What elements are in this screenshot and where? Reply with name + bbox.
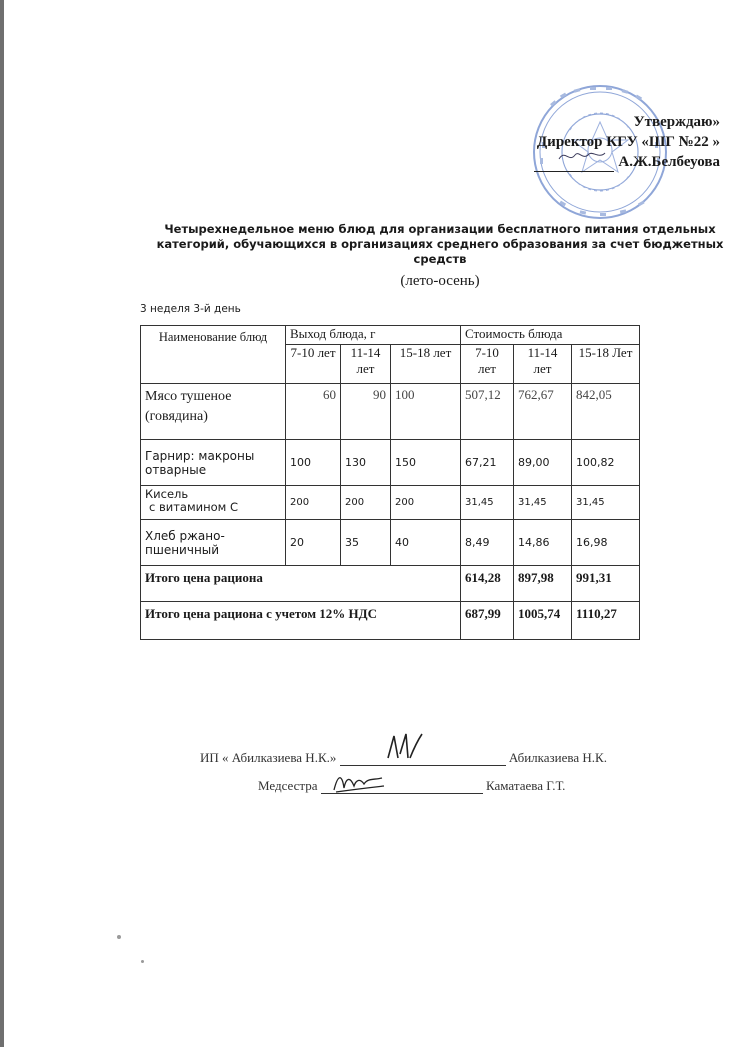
title-line-3: средств [413,252,467,266]
nurse-signature [330,768,388,796]
cost-cell: 89,00 [514,440,572,486]
col-header-cost: Стоимость блюда [461,326,640,345]
output-cell: 100 [391,384,461,440]
scan-speck [117,935,121,939]
scan-speck [141,960,144,963]
dish-name-line: с витамином С [149,500,239,514]
document-title [155,222,725,267]
table-row [141,440,640,486]
output-cell: 20 [286,520,341,566]
cost-cell: 16,98 [572,520,640,566]
nurse-name: Каматаева Г.Т. [486,778,566,793]
director-signature [555,145,615,165]
director-name: А.Ж.Белбеуова [618,154,720,170]
cost-cell: 100,82 [572,440,640,486]
output-cell: 60 [286,384,341,440]
dish-name-line: Хлеб ржано- [145,528,225,543]
total-vat-cost: 1110,27 [572,602,640,640]
ip-label: ИП « Абилказиева Н.К.» [200,750,337,765]
scan-page-edge [0,0,4,1047]
dish-name-line: (говядина) [145,409,208,424]
table-header-row [141,326,640,345]
cost-cell: 31,45 [461,486,514,520]
age-cost-15-18: 15-18 Лет [572,345,640,384]
age-cost-7-10: 7-10 лет [461,345,514,384]
approval-position: Директор КГУ «ШГ №22 » [536,134,720,150]
approval-heading: Утверждаю» [633,114,720,130]
dish-name-line: Гарнир: макроны [145,448,255,463]
menu-table [140,325,640,640]
cost-cell: 14,86 [514,520,572,566]
cost-cell: 842,05 [572,384,640,440]
table-row [141,520,640,566]
ip-name: Абилказиева Н.К. [508,750,607,765]
total-vat-cost: 687,99 [461,602,514,640]
season-subtitle: (лето-осень) [400,273,480,289]
output-cell: 40 [391,520,461,566]
title-line-1: Четырехнедельное меню блюд для организации бесплатного питания отдельных [164,222,716,236]
cost-cell: 31,45 [514,486,572,520]
total-label: Итого цена рациона [141,566,461,602]
dish-name [141,486,286,520]
dish-name [141,520,286,566]
dish-name-line: пшеничный [145,542,220,557]
cost-cell: 8,49 [461,520,514,566]
output-cell: 100 [286,440,341,486]
col-header-dish [141,326,286,384]
title-line-2: категорий, обучающихся в организациях среднего образования за счет бюджетных [156,237,724,251]
table-row [141,384,640,440]
table-row [141,486,640,520]
output-cell: 200 [286,486,341,520]
cost-cell: 67,21 [461,440,514,486]
dish-name-line: отварные [145,462,207,477]
cost-cell: 31,45 [572,486,640,520]
output-cell: 200 [341,486,391,520]
cost-cell: 762,67 [514,384,572,440]
total-vat-row [141,602,640,640]
total-row [141,566,640,602]
output-cell: 35 [341,520,391,566]
col-header-dish-text: Наименование блюд [158,330,268,344]
total-cost: 897,98 [514,566,572,602]
total-cost: 614,28 [461,566,514,602]
age-output-7-10: 7-10 лет [286,345,341,384]
ip-signature [382,728,432,768]
output-cell: 150 [391,440,461,486]
output-cell: 90 [341,384,391,440]
cost-cell: 507,12 [461,384,514,440]
output-cell: 130 [341,440,391,486]
total-vat-cost: 1005,74 [514,602,572,640]
nurse-signature-line [258,778,565,794]
col-header-output: Выход блюда, г [286,326,461,345]
dish-name [141,440,286,486]
age-cost-11-14: 11-14 лет [514,345,572,384]
dish-name [141,384,286,440]
output-cell: 200 [391,486,461,520]
dish-name-line: Мясо тушеное [145,389,232,404]
dish-name-line: Кисель [145,487,189,501]
week-day-label: 3 неделя 3-й день [140,303,241,315]
total-vat-label: Итого цена рациона с учетом 12% НДС [141,602,461,640]
age-output-15-18: 15-18 лет [391,345,461,384]
nurse-label: Медсестра [258,778,318,793]
age-output-11-14: 11-14 лет [341,345,391,384]
total-cost: 991,31 [572,566,640,602]
